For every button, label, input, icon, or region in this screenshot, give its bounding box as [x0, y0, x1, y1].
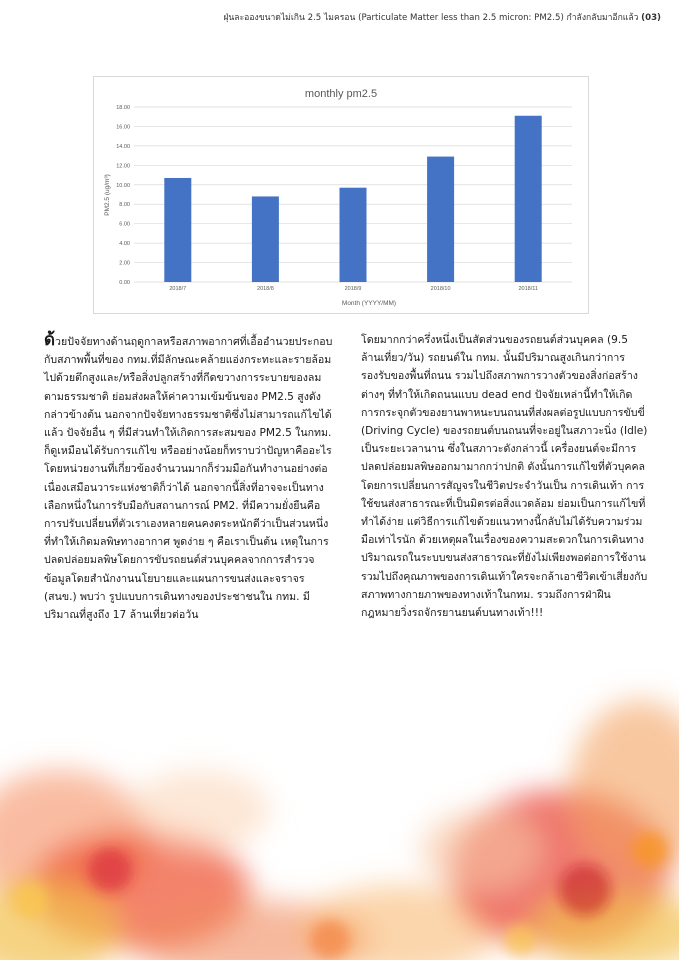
header-title: ฝุ่นละอองขนาดไม่เกิน 2.5 ไมครอน (Particulate Matter less than 2.5 micron: PM2.5) กำลังกลับมาอีกแล้ว [223, 13, 639, 23]
x-tick-label: 2018/9 [344, 286, 362, 292]
x-tick-label: 2018/7 [169, 286, 187, 292]
x-tick-label: 2018/10 [430, 286, 451, 292]
y-tick-label: 14.00 [116, 143, 130, 150]
left-text: วยปัจจัยทางด้านฤดูกาลหรือสภาพอากาศที่เอื้ออำนวยประกอบกับสภาพพื้นที่ของ กทม.ที่มีลักษณะคล้ายแอ่งกระทะและรายล้อมไปด้วยตึกสูงและ/หรือสิ่งปลูกสร้างที่กีดขวางการระบายของลมตามธรรมชาติ ย่อมส่งผลให้ค่าความเข้มข้นของ PM2.5 สูงดังกล่าวข้างต้น นอกจากปัจจัยทางธรรมชาติซึ่งไม่สามารถแก้ไขได้แล้ว ปัจจัยอื่น ๆ ที่มีส่วนทำให้เกิดการสะสมของ PM2.5 ในกทม. ก็ดูเหมือนได้รับการแก้ไข หรืออย่างน้อยก็ทราบว่าปัญหาคืออะไร โดยหน่วยงานที่เกี่ยวข้องจำนวนมากก็ร่วมมือกันทำงานอย่างต่อเนื่องเสมือนวาระแห่งชาติก็ว่าได้ นอกจากนี้สิ่งที่อาจจะเป็นทางเลือกหนึ่งในการรับมือกับสถานการณ์ PM2. ที่มีความยั่งยืนคือ การปรับเปลี่ยนที่ตัวเราเองหลายคนคงตระหนักดีว่าเป็นส่วนหนึ่งที่ทำให้เกิดมลพิษทางอากาศ พูดง่าย ๆ คือเราเป็นต้น เหตุในการปลดปล่อยมลพิษโดยการขับรถยนต์ส่วนบุคคลจากการสำรวจข้อมูลโดยสำนักงานนโยบายและแผนการขนส่งและจราจร (สนข.) พบว่า รูปแบบการเดินทางของประชาชนใน กทม. มีปริมาณที่สูงถึง 17 ล้านเที่ยวต่อวัน [44, 336, 333, 622]
y-tick-label: 10.00 [116, 182, 130, 189]
y-tick-label: 8.00 [119, 202, 130, 209]
chart-title: monthly pm2.5 [304, 88, 378, 100]
y-tick-label: 2.00 [119, 260, 130, 267]
bar-2018-7 [164, 178, 191, 282]
bar-2018-8 [252, 196, 279, 282]
bar-2018-9 [340, 188, 367, 282]
chart-svg [94, 77, 588, 313]
page-header [223, 10, 661, 24]
y-tick-label: 18.00 [116, 105, 130, 111]
y-tick-label: 16.00 [116, 124, 130, 131]
chart-bars [164, 116, 541, 282]
left-paragraph [44, 331, 334, 624]
y-tick-label: 0.00 [119, 280, 130, 286]
bar-2018-11 [515, 116, 542, 282]
x-tick-label: 2018/8 [256, 286, 274, 292]
body-column-left [44, 331, 334, 624]
pm25-chart [93, 76, 589, 314]
right-paragraph: โดยมากกว่าครึ่งหนึ่งเป็นสัดส่วนของรถยนต์ส่วนบุคคล (9.5 ล้านเที่ยว/วัน) รถยนต์ใน กทม. นั้นมีปริมาณสูงเกินกว่าการรองรับของพื้นที่ถนน รวมไปถึงสภาพการวางตัวของสิ่งก่อสร้างต่างๆ ที่ทำให้เกิดถนนแบบ dead end ปัจจัยเหล่านี้ทำให้เกิดการกระจุกตัวของยานพาหนะบนถนนที่ส่งผลต่อรูปแบบการขับขี่ (Driving Cycle) ของรถยนต์บนถนนที่จะอยู่ในสภาวะนิ่ง (Idle) เป็นระยะเวลานาน ซึ่งในสภาวะดังกล่าวนี้ เครื่องยนต์จะมีการปลดปล่อยมลพิษออกมามากกว่าปกติ ดังนั้นการแก้ไขที่ตัวบุคคลโดยการเปลี่ยนการสัญจรในชีวิตประจำวันเป็น การเดินเท้า การใช้ขนส่งสาธารณะที่เป็นมิตรต่อสิ่งแวดล้อม ย่อมเป็นการแก้ไขที่ทำได้ง่าย แต่วิธีการแก้ไขด้วยแนวทางนี้กลับไม่ได้รับความร่วมมือเท่าไรนัก ด้วยเหตุผลในเรื่องของความสะดวกในการเดินทางปริมาณรถในระบบขนส่งสาธารณะที่ยังไม่เพียงพอต่อการใช้งาน รวมไปถึงคุณภาพของการเดินเท้าใครจะกล้าเอาชีวิตเข้าเสี่ยงกับสภาพทางกายภาพของทางเท้าในกทม. รวมถึงการฝ่าฝืนกฎหมายวิ่งรถจักรยานยนต์บนทางเท้า!!! [361, 334, 648, 620]
y-tick-label: 6.00 [119, 221, 130, 228]
y-tick-label: 12.00 [116, 163, 130, 170]
y-axis-ticks [116, 105, 130, 286]
paint-splash-decoration [0, 640, 679, 960]
y-tick-label: 4.00 [119, 241, 130, 248]
page-number: (03) [641, 13, 661, 23]
body-column-right [361, 331, 649, 622]
x-axis-ticks [169, 286, 538, 292]
x-axis-label: Month (YYYY/MM) [341, 300, 397, 307]
bar-2018-10 [427, 157, 454, 282]
drop-cap: ด้ [44, 330, 56, 350]
x-tick-label: 2018/11 [518, 286, 538, 292]
y-axis-label: PM2.5 (ug/m³) [104, 174, 111, 216]
